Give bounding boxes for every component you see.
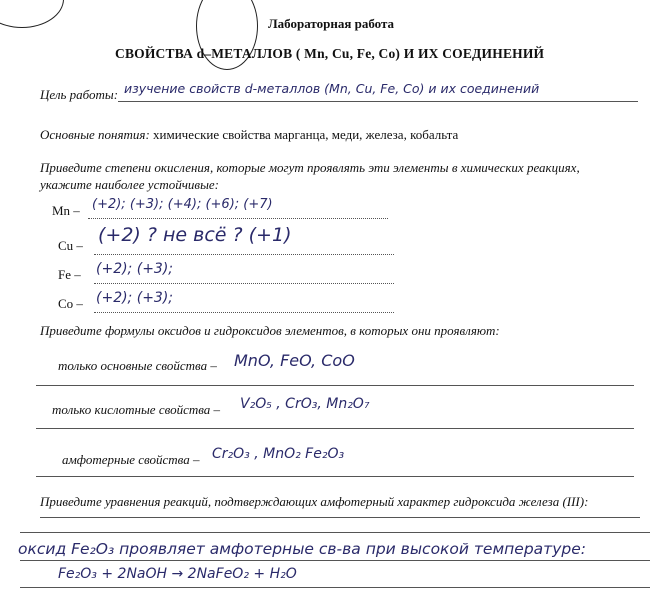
goal-underline	[118, 101, 638, 102]
basic-underline	[36, 385, 634, 386]
element-co-answer: (+2); (+3);	[96, 290, 174, 306]
element-mn-label: Mn –	[52, 203, 80, 218]
element-mn-underline	[88, 218, 388, 219]
concepts-text: химические свойства марганца, меди, железа, кобальта	[153, 127, 459, 142]
element-cu-underline	[94, 254, 394, 255]
acidic-label: только кислотные свойства –	[52, 402, 221, 417]
element-cu-label: Cu –	[58, 238, 83, 253]
equations-line-3	[20, 560, 650, 561]
oxides-prompt: Приведите формулы оксидов и гидроксидов элементов, в которых они проявляют:	[40, 323, 500, 338]
equations-prompt: Приведите уравнения реакций, подтверждающих амфотерный характер гидроксида железа (III):	[40, 494, 589, 509]
amphoteric-underline	[36, 476, 634, 477]
amphoteric-label: амфотерные свойства –	[62, 452, 200, 467]
basic-answer: MnO, FeO, CoO	[234, 351, 355, 370]
main-title: СВОЙСТВА d–МЕТАЛЛОВ ( Mn, Cu, Fe, Co) И ИХ СОЕДИНЕНИЙ	[115, 46, 545, 61]
concepts-label: Основные понятия:	[40, 127, 150, 142]
element-co-underline	[94, 312, 394, 313]
equations-line-2	[20, 532, 650, 533]
equations-answer-line1: оксид Fe₂O₃ проявляет амфотерные св-ва при высокой температуре:	[18, 540, 586, 558]
acidic-answer: V₂O₅ , CrO₃, Mn₂O₇	[240, 396, 370, 412]
element-fe-answer: (+2); (+3);	[96, 261, 174, 277]
element-co-label: Co –	[58, 296, 83, 311]
equations-line-4	[20, 587, 650, 588]
acidic-underline	[36, 428, 634, 429]
element-cu-answer: (+2) ? не всё ? (+1)	[98, 224, 292, 246]
amphoteric-answer: Cr₂O₃ , MnO₂ Fe₂O₃	[212, 446, 345, 462]
element-fe-label: Fe –	[58, 267, 81, 282]
pen-scribble-left	[0, 0, 64, 28]
oxidation-prompt-line2: укажите наиболее устойчивые:	[40, 177, 219, 192]
element-mn-answer: (+2); (+3); (+4); (+6); (+7)	[92, 197, 273, 212]
equations-answer-line2: Fe₂O₃ + 2NaOH → 2NaFeO₂ + H₂O	[58, 566, 297, 582]
concepts-row	[40, 127, 458, 143]
goal-label: Цель работы:	[40, 87, 119, 102]
element-fe-underline	[94, 283, 394, 284]
basic-label: только основные свойства –	[58, 358, 217, 373]
oxidation-prompt-line1: Приведите степени окисления, которые могут проявлять эти элементы в химических реакциях,	[40, 160, 580, 175]
goal-answer: изучение свойств d-металлов (Mn, Cu, Fe, Co) и их соединений	[124, 81, 540, 96]
lab-title: Лабораторная работа	[268, 16, 395, 31]
equations-line-1	[40, 517, 640, 518]
